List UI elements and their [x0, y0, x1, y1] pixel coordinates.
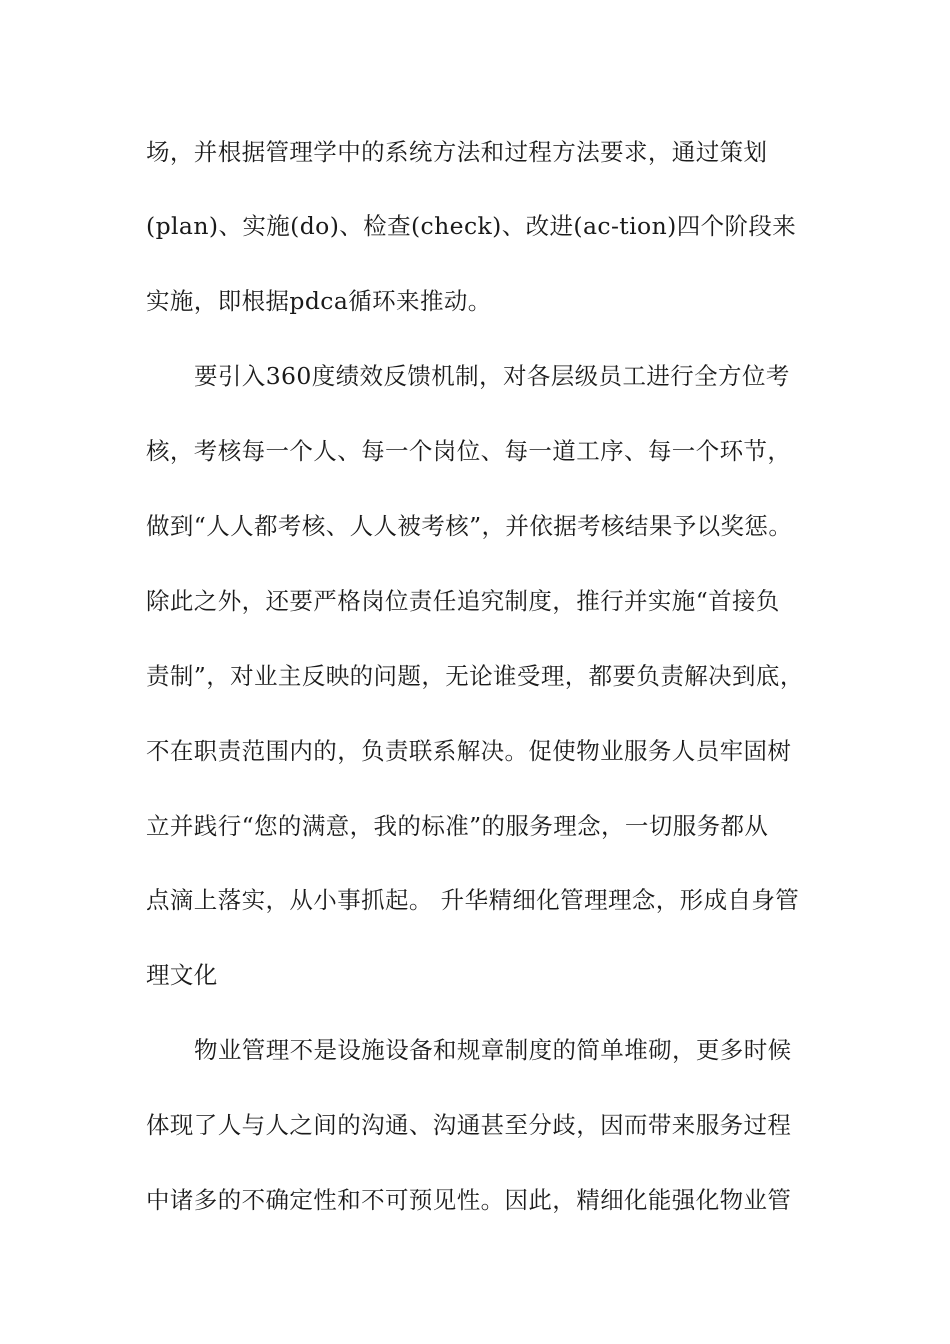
text-line: 中诸多的不确定性和不可预见性。因此，精细化能强化物业管 [146, 1186, 792, 1214]
text-line: 不在职责范围内的，负责联系解决。促使物业服务人员牢固树 [146, 737, 792, 765]
text-line: 场，并根据管理学中的系统方法和过程方法要求，通过策划 [146, 138, 768, 166]
paragraph-first-line: 物业管理不是设施设备和规章制度的简单堆砌，更多时候 [194, 1036, 792, 1064]
text-line: 实施，即根据pdca循环来推动。 [146, 287, 492, 315]
text-line: 除此之外，还要严格岗位责任追究制度，推行并实施“首接负 [146, 587, 780, 615]
text-line: 理文化 [146, 961, 218, 989]
text-line: 体现了人与人之间的沟通、沟通甚至分歧，因而带来服务过程 [146, 1111, 792, 1139]
text-line: (plan)、实施(do)、检查(check)、改进(ac-tion)四个阶段来 [146, 212, 797, 240]
text-line: 立并践行“您的满意，我的标准”的服务理念，一切服务都从 [146, 812, 769, 840]
text-line: 责制”，对业主反映的问题，无论谁受理，都要负责解决到底， [146, 662, 804, 690]
paragraph-first-line: 要引入360度绩效反馈机制，对各层级员工进行全方位考 [194, 362, 790, 390]
text-line: 核，考核每一个人、每一个岗位、每一道工序、每一个环节， [146, 437, 792, 465]
text-line: 做到“人人都考核、人人被考核”，并依据考核结果予以奖惩。 [146, 512, 793, 540]
text-line: 点滴上落实，从小事抓起。 升华精细化管理理念，形成自身管 [146, 886, 800, 914]
